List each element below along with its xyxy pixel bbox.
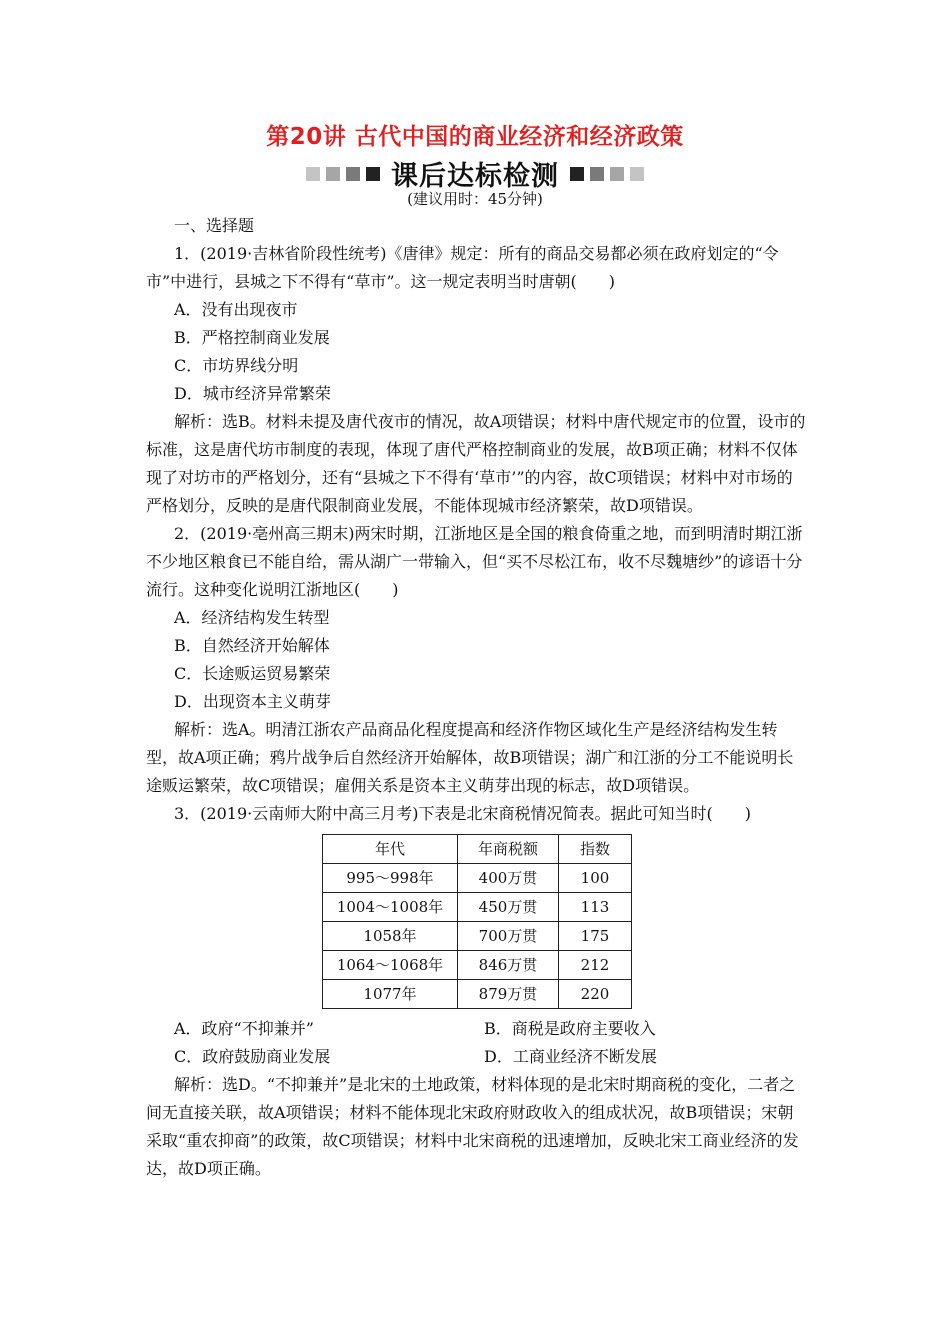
question-1-option-a: A．没有出现夜市 (174, 300, 298, 319)
decor-square-icon (610, 167, 624, 181)
decor-square-icon (630, 167, 644, 181)
question-1-analysis: 解析：选B。材料未提及唐代夜市的情况，故A项错误；材料中唐代规定市的位置，设市的标准，这是唐代坊市制度的表现，体现了唐代严格控制商业的发展，故B项正确；材料不仅体现了对坊市的严格划分，还有“县城之下不得有‘草市’”的内容，故C项错误；材料中对市场的严格划分，反映的是唐代限制商业发展，不能体现城市经济繁荣，故D项错误。 (146, 412, 806, 515)
question-2-option-c: C．长途贩运贸易繁荣 (174, 664, 331, 683)
table-row (323, 980, 632, 1009)
table-cell: 113 (559, 893, 632, 922)
table-row (323, 893, 632, 922)
page-subtitle: 课后达标检测 (391, 161, 559, 192)
table-cell: 400万贯 (458, 864, 559, 893)
table-cell: 1058年 (323, 922, 458, 951)
table-cell: 100 (559, 864, 632, 893)
table-cell: 846万贯 (458, 951, 559, 980)
table-header-cell: 年商税额 (458, 835, 559, 864)
table-header-cell: 年代 (323, 835, 458, 864)
table-cell: 995～998年 (323, 864, 458, 893)
decor-square-icon (570, 167, 584, 181)
table-cell: 1004～1008年 (323, 893, 458, 922)
question-2-option-d: D．出现资本主义萌芽 (174, 692, 331, 711)
time-note: (建议用时：45分钟) (407, 190, 543, 208)
table-row (323, 951, 632, 980)
question-3-option-c: C．政府鼓励商业发展 (174, 1047, 331, 1066)
table-row (323, 922, 632, 951)
table-cell: 879万贯 (458, 980, 559, 1009)
question-3-options-row-1 (146, 1015, 806, 1043)
decor-square-icon (366, 167, 380, 181)
decor-square-icon (590, 167, 604, 181)
question-3-analysis: 解析：选D。“不抑兼并”是北宋的土地政策，材料体现的是北宋时期商税的变化，二者之间无直接关联，故A项错误；材料不能体现北宋政府财政收入的组成状况，故B项错误；宋朝采取“重农抑商”的政策，故C项错误；材料中北宋商税的迅速增加，反映北宋工商业经济的发达，故D项正确。 (146, 1075, 799, 1178)
table-cell: 220 (559, 980, 632, 1009)
table-cell: 212 (559, 951, 632, 980)
question-2-stem: 2．(2019·亳州高三期末)两宋时期，江浙地区是全国的粮食倚重之地，而到明清时期江浙不少地区粮食已不能自给，需从湖广一带输入，但“买不尽松江布，收不尽魏塘纱”的谚语十分流行。这种变化说明江浙地区( ) (146, 524, 803, 599)
table-cell: 1064～1068年 (323, 951, 458, 980)
decor-square-icon (346, 167, 360, 181)
question-2-analysis: 解析：选A。明清江浙农产品商品化程度提高和经济作物区域化生产是经济结构发生转型，故A项正确；鸦片战争后自然经济开始解体，故B项错误；湖广和江浙的分工不能说明长途贩运繁荣，故C项错误；雇佣关系是资本主义萌芽出现的标志，故D项错误。 (146, 720, 794, 795)
table-header-cell: 指数 (559, 835, 632, 864)
tax-table (322, 834, 632, 1009)
question-2-option-a: A．经济结构发生转型 (174, 608, 330, 627)
page-title: 第20讲 古代中国的商业经济和经济政策 (266, 124, 684, 150)
question-3-option-a: A．政府“不抑兼并” (174, 1019, 314, 1038)
main-content (146, 212, 806, 1183)
question-2-option-b: B．自然经济开始解体 (174, 636, 330, 655)
question-1-option-b: B．严格控制商业发展 (174, 328, 330, 347)
table-cell: 450万贯 (458, 893, 559, 922)
question-3-option-b: B．商税是政府主要收入 (484, 1019, 656, 1038)
question-1-stem: 1．(2019·吉林省阶段性统考)《唐律》规定：所有的商品交易都必须在政府划定的“令市”中进行，县城之下不得有“草市”。这一规定表明当时唐朝( ) (146, 244, 779, 291)
question-1-option-c: C．市坊界线分明 (174, 356, 299, 375)
question-3-stem: 3．(2019·云南师大附中高三月考)下表是北宋商税情况简表。据此可知当时( ) (174, 804, 751, 823)
question-3-options-row-2 (146, 1043, 806, 1071)
table-cell: 700万贯 (458, 922, 559, 951)
question-1-option-d: D．城市经济异常繁荣 (174, 384, 331, 403)
table-cell: 175 (559, 922, 632, 951)
table-row (323, 864, 632, 893)
section-heading: 一、选择题 (174, 216, 255, 235)
decor-square-icon (326, 167, 340, 181)
question-3-option-d: D．工商业经济不断发展 (484, 1047, 657, 1066)
table-header-row (323, 835, 632, 864)
decor-square-icon (306, 167, 320, 181)
table-cell: 1077年 (323, 980, 458, 1009)
